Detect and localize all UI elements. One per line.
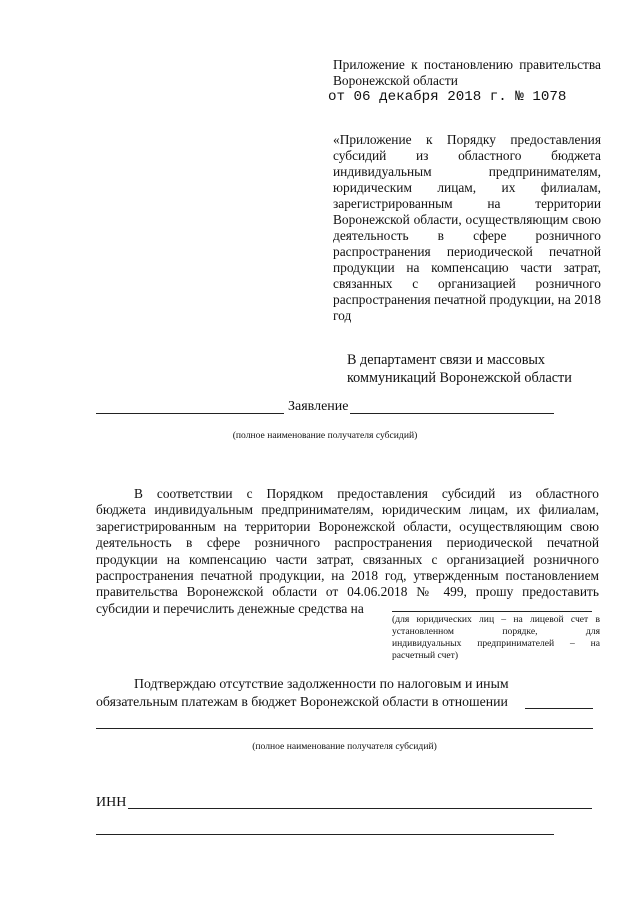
statement-line-right (350, 413, 554, 414)
body-line: распространения печатной продукции, на 2018 год, утвержденным постановлением (96, 568, 599, 584)
appendix-line: индивидуальным предпринимателям, (333, 164, 601, 179)
appendix-line: «Приложение к Порядку предоставления (333, 132, 601, 147)
appendix-line: зарегистрированным на территории (333, 196, 601, 211)
header-line-3: от 06 декабря 2018 г. № 1078 (328, 89, 567, 105)
appendix-block (333, 132, 601, 324)
appendix-line: Воронежской области, осуществляющим свою (333, 212, 601, 227)
confirm-line-1: Подтверждаю отсутствие задолженности по налоговым и иным (134, 676, 509, 691)
account-note (392, 614, 600, 662)
confirm-full-line (96, 728, 593, 729)
appendix-line: деятельность в сфере розничного (333, 228, 601, 243)
addressee-line-2: коммуникаций Воронежской области (347, 370, 572, 386)
inn-label: ИНН (96, 795, 127, 810)
appendix-line: юридическим лицам, их филиалам, (333, 180, 601, 195)
statement-caption: (полное наименование получателя субсидий) (232, 430, 418, 441)
body-line: В соответствии с Порядком предоставления субсидий из областного (134, 486, 599, 501)
bottom-line (96, 834, 554, 835)
appendix-line: субсидий из областного бюджета (333, 148, 601, 163)
header-line-2: Воронежской области (333, 73, 458, 88)
body-line: продукции на компенсацию части затрат, связанных с организацией розничного (96, 551, 599, 567)
inn-line (128, 808, 592, 809)
note-line: индивидуальных предпринимателей – на (392, 638, 600, 649)
appendix-line: распространения печатной продукции, на 2018 (333, 292, 601, 307)
statement-title: Заявление (288, 399, 349, 414)
note-line: (для юридических лиц – на лицевой счет в (392, 614, 600, 625)
addressee-line-1: В департамент связи и массовых (347, 352, 546, 368)
appendix-line: год (333, 308, 352, 323)
confirm-line-2: обязательным платежам в бюджет Воронежской области в отношении (96, 694, 508, 709)
body-line: субсидии и перечислить денежные средства на (96, 600, 364, 616)
body-line: правительства Воронежской области от 04.06.2018 № 499, прошу предоставить (96, 584, 599, 600)
body-line: зарегистрированным на территории Воронежской области, осуществляющим свою (96, 518, 599, 534)
account-line (392, 611, 592, 612)
note-line: расчетный счет) (392, 650, 459, 661)
body-line: бюджета индивидуальным предпринимателям, юридическим лицам, их филиалам, (96, 502, 599, 518)
appendix-line: распространения периодической печатной (333, 244, 601, 259)
note-line: установленном порядке, для (392, 626, 600, 637)
confirm-caption: (полное наименование получателя субсидий) (252, 741, 437, 752)
header-line-1: Приложение к постановлению правительства (333, 57, 601, 72)
body-line: деятельность в сфере розничного распространения периодической печатной (96, 535, 599, 551)
confirm-fill-line (525, 708, 593, 709)
appendix-line: продукции на компенсацию части затрат, (333, 260, 601, 275)
statement-line-left (96, 413, 284, 414)
appendix-line: связанных с организацией розничного (333, 276, 601, 291)
body-paragraph (96, 486, 599, 617)
